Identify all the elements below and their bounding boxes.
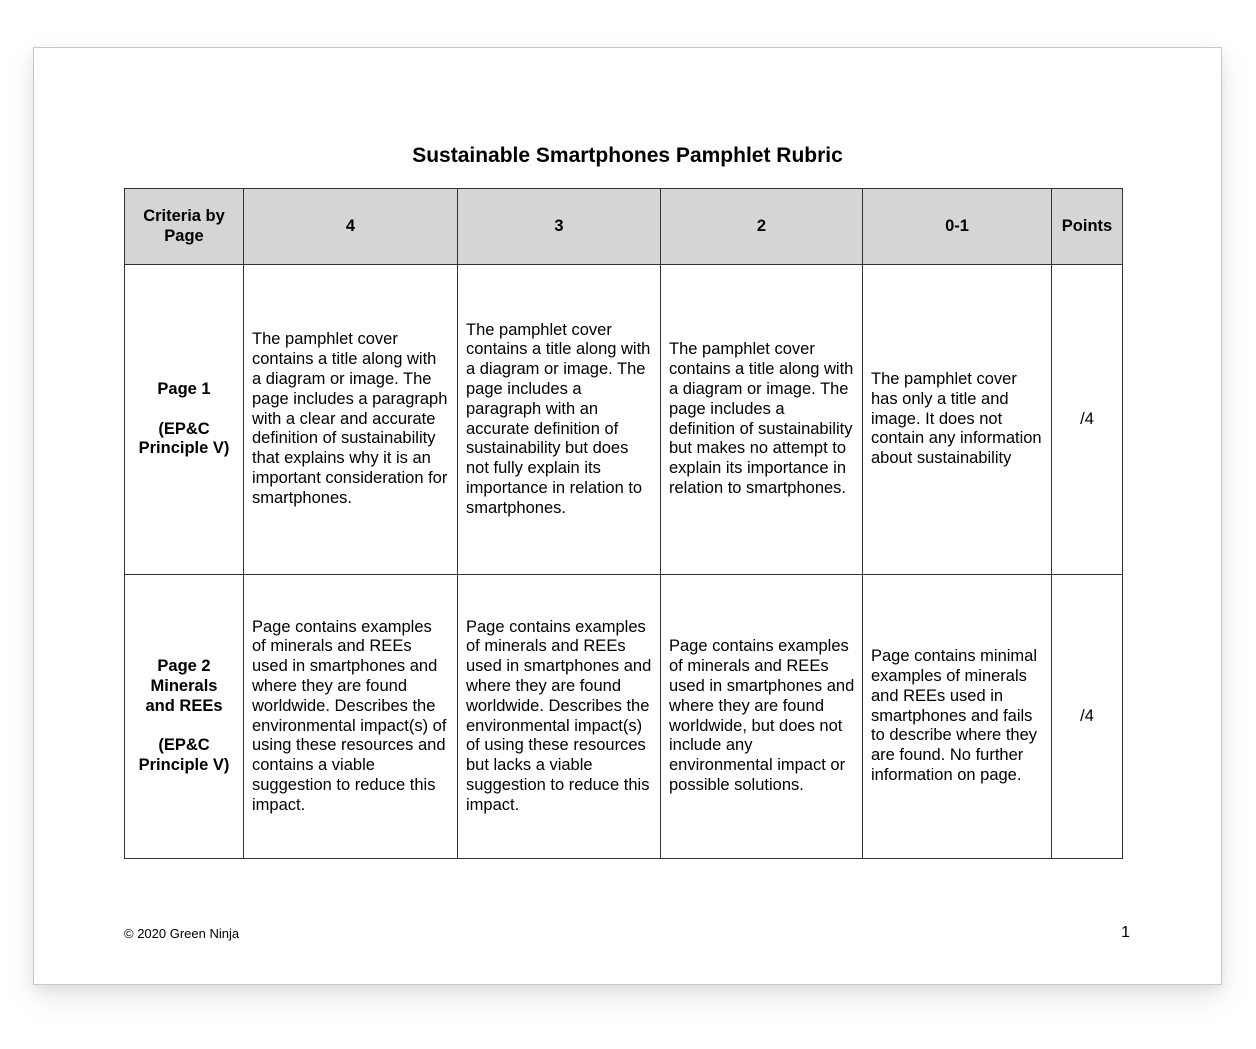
- header-criteria: Criteria by Page: [125, 189, 244, 265]
- criteria-label: Minerals: [150, 676, 218, 695]
- header-score-0-1: 0-1: [863, 189, 1052, 265]
- criteria-standard: (EP&C: [158, 736, 210, 755]
- rubric-cell-score-0-1: The pamphlet cover has only a title and image. It does not contain any information about sustainability: [863, 265, 1052, 575]
- criteria-label: and REEs: [145, 696, 223, 715]
- criteria-label: Page 1: [157, 379, 211, 398]
- header-score-3: 3: [458, 189, 661, 265]
- document-page: [33, 47, 1222, 985]
- criteria-standard: (EP&C: [158, 419, 210, 438]
- criteria-cell: [125, 265, 244, 575]
- points-cell: /4: [1052, 265, 1123, 575]
- criteria-standard: Principle V): [138, 756, 230, 775]
- table-row: [125, 575, 1123, 859]
- criteria-standard: Principle V): [138, 439, 230, 458]
- criteria-cell: [125, 575, 244, 859]
- rubric-cell-score-3: Page contains examples of minerals and REEs used in smartphones and where they are found worldwide. Describes the environmental impact(s) of using these resources but lacks a viable suggestion to reduce this impact.: [458, 575, 661, 859]
- footer-copyright: © 2020 Green Ninja: [124, 926, 240, 941]
- header-score-4: 4: [244, 189, 458, 265]
- rubric-table: [124, 188, 1123, 859]
- header-row: [125, 189, 1123, 265]
- rubric-cell-score-0-1: Page contains minimal examples of minerals and REEs used in smartphones and fails to describe where they are found. No further information on page.: [863, 575, 1052, 859]
- table-row: [125, 265, 1123, 575]
- page-number: 1: [1121, 924, 1130, 941]
- page-title: Sustainable Smartphones Pamphlet Rubric: [412, 144, 843, 167]
- rubric-cell-score-2: The pamphlet cover contains a title along with a diagram or image. The page includes a definition of sustainability but makes no attempt to explain its importance in relation to smartphones.: [661, 265, 863, 575]
- rubric-cell-score-4: The pamphlet cover contains a title along with a diagram or image. The page includes a paragraph with a clear and accurate definition of sustainability that explains why it is an important consideration for smartphones.: [244, 265, 458, 575]
- rubric-cell-score-4: Page contains examples of minerals and REEs used in smartphones and where they are found worldwide. Describes the environmental impact(s) of using these resources and contains a viable suggestion to reduce this impact.: [244, 575, 458, 859]
- rubric-cell-score-2: Page contains examples of minerals and REEs used in smartphones and where they are found worldwide, but does not include any environmental impact or possible solutions.: [661, 575, 863, 859]
- points-cell: /4: [1052, 575, 1123, 859]
- header-points: Points: [1052, 189, 1123, 265]
- criteria-label: Page 2: [157, 657, 211, 676]
- rubric-cell-score-3: The pamphlet cover contains a title along with a diagram or image. The page includes a paragraph with an accurate definition of sustainability but does not fully explain its importance in relation to smartphones.: [458, 265, 661, 575]
- header-score-2: 2: [661, 189, 863, 265]
